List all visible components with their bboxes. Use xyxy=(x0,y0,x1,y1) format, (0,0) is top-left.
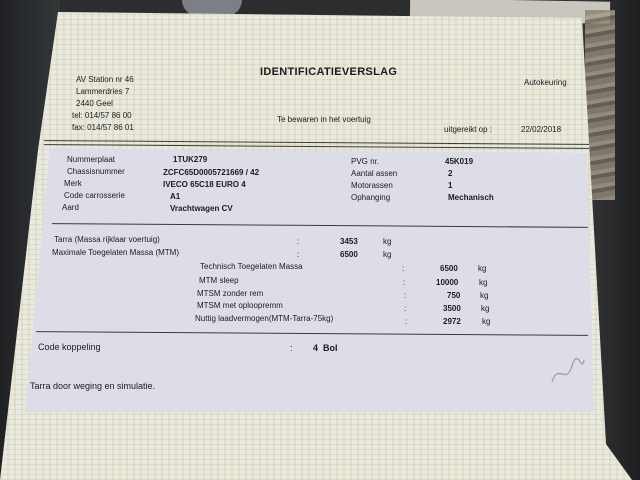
address-line-2: Lammerdries 7 xyxy=(76,87,130,96)
drive-axles-value: 1 xyxy=(448,181,453,190)
tare-label: Tarra (Massa rijklaar voertuig) xyxy=(54,235,160,244)
body-code-value: A1 xyxy=(170,192,181,201)
tare-unit: kg xyxy=(383,237,392,246)
make-label: Merk xyxy=(64,179,82,188)
technical-mass-label: Technisch Toegelaten Massa xyxy=(200,262,303,271)
coupling-label: Code koppeling xyxy=(38,342,101,352)
mtm-sep: : xyxy=(297,250,300,259)
payload-sep: : xyxy=(405,317,408,326)
body-code-label: Code carrosserie xyxy=(64,191,125,200)
coupling-value: 4 Bol xyxy=(313,343,338,353)
drive-axles-label: Motorassen xyxy=(351,181,393,190)
technical-mass-unit: kg xyxy=(478,264,487,273)
pvg-value: 45K019 xyxy=(445,157,474,166)
agency-label: Autokeuring xyxy=(524,78,567,87)
suspension-label: Ophanging xyxy=(351,193,391,202)
pvg-label: PVG nr. xyxy=(351,157,380,166)
overrun-brake-unit: kg xyxy=(481,304,490,313)
chassis-label: Chassisnummer xyxy=(67,167,125,176)
overrun-brake-value: 3500 xyxy=(443,304,461,313)
trailer-mass-value: 10000 xyxy=(436,278,459,287)
address-fax: fax: 014/57 86 01 xyxy=(72,123,134,132)
document-title: IDENTIFICATIEVERSLAG xyxy=(260,66,398,78)
coupling-sep: : xyxy=(290,343,293,353)
mtm-label: Maximale Toegelaten Massa (MTM) xyxy=(52,248,180,257)
unbraked-trailer-sep: : xyxy=(404,291,407,300)
plate-value: 1TUK279 xyxy=(173,155,208,164)
payload-value: 2972 xyxy=(443,317,461,326)
nature-value: Vrachtwagen CV xyxy=(170,204,233,213)
plate-label: Nummerplaat xyxy=(67,155,116,164)
mtm-unit: kg xyxy=(383,250,392,259)
document-subtitle: Te bewaren in het voertuig xyxy=(277,115,371,124)
issued-date: 22/02/2018 xyxy=(521,125,562,134)
address-phone: tel: 014/57 86 00 xyxy=(72,111,132,120)
overrun-brake-label: MTSM met oploopremm xyxy=(197,301,283,310)
tare-sep: : xyxy=(297,237,300,246)
payload-unit: kg xyxy=(482,317,491,326)
chassis-value: ZCFC65D0005721669 / 42 xyxy=(163,168,260,177)
footer-note: Tarra door weging en simulatie. xyxy=(30,381,156,391)
axles-value: 2 xyxy=(448,169,453,178)
trailer-mass-sep: : xyxy=(403,278,406,287)
suspension-value: Mechanisch xyxy=(448,193,494,202)
axles-label: Aantal assen xyxy=(351,169,398,178)
issued-label: uitgereikt op : xyxy=(444,125,493,134)
technical-mass-sep: : xyxy=(402,264,405,273)
unbraked-trailer-unit: kg xyxy=(480,291,489,300)
unbraked-trailer-value: 750 xyxy=(447,291,461,300)
address-line-3: 2440 Geel xyxy=(76,99,113,108)
nature-label: Aard xyxy=(62,203,79,212)
trailer-mass-label: MTM sleep xyxy=(199,276,239,285)
unbraked-trailer-label: MTSM zonder rem xyxy=(197,289,264,298)
mtm-value: 6500 xyxy=(340,250,358,259)
technical-mass-value: 6500 xyxy=(440,264,458,273)
make-value: IVECO 65C18 EURO 4 xyxy=(163,180,246,189)
tare-value: 3453 xyxy=(340,237,358,246)
signature-mark xyxy=(548,352,588,392)
overrun-brake-sep: : xyxy=(404,304,407,313)
payload-label: Nuttig laadvermogen(MTM-Tarra-75kg) xyxy=(195,314,334,323)
trailer-mass-unit: kg xyxy=(479,278,488,287)
address-line-1: AV Station nr 46 xyxy=(76,75,134,84)
